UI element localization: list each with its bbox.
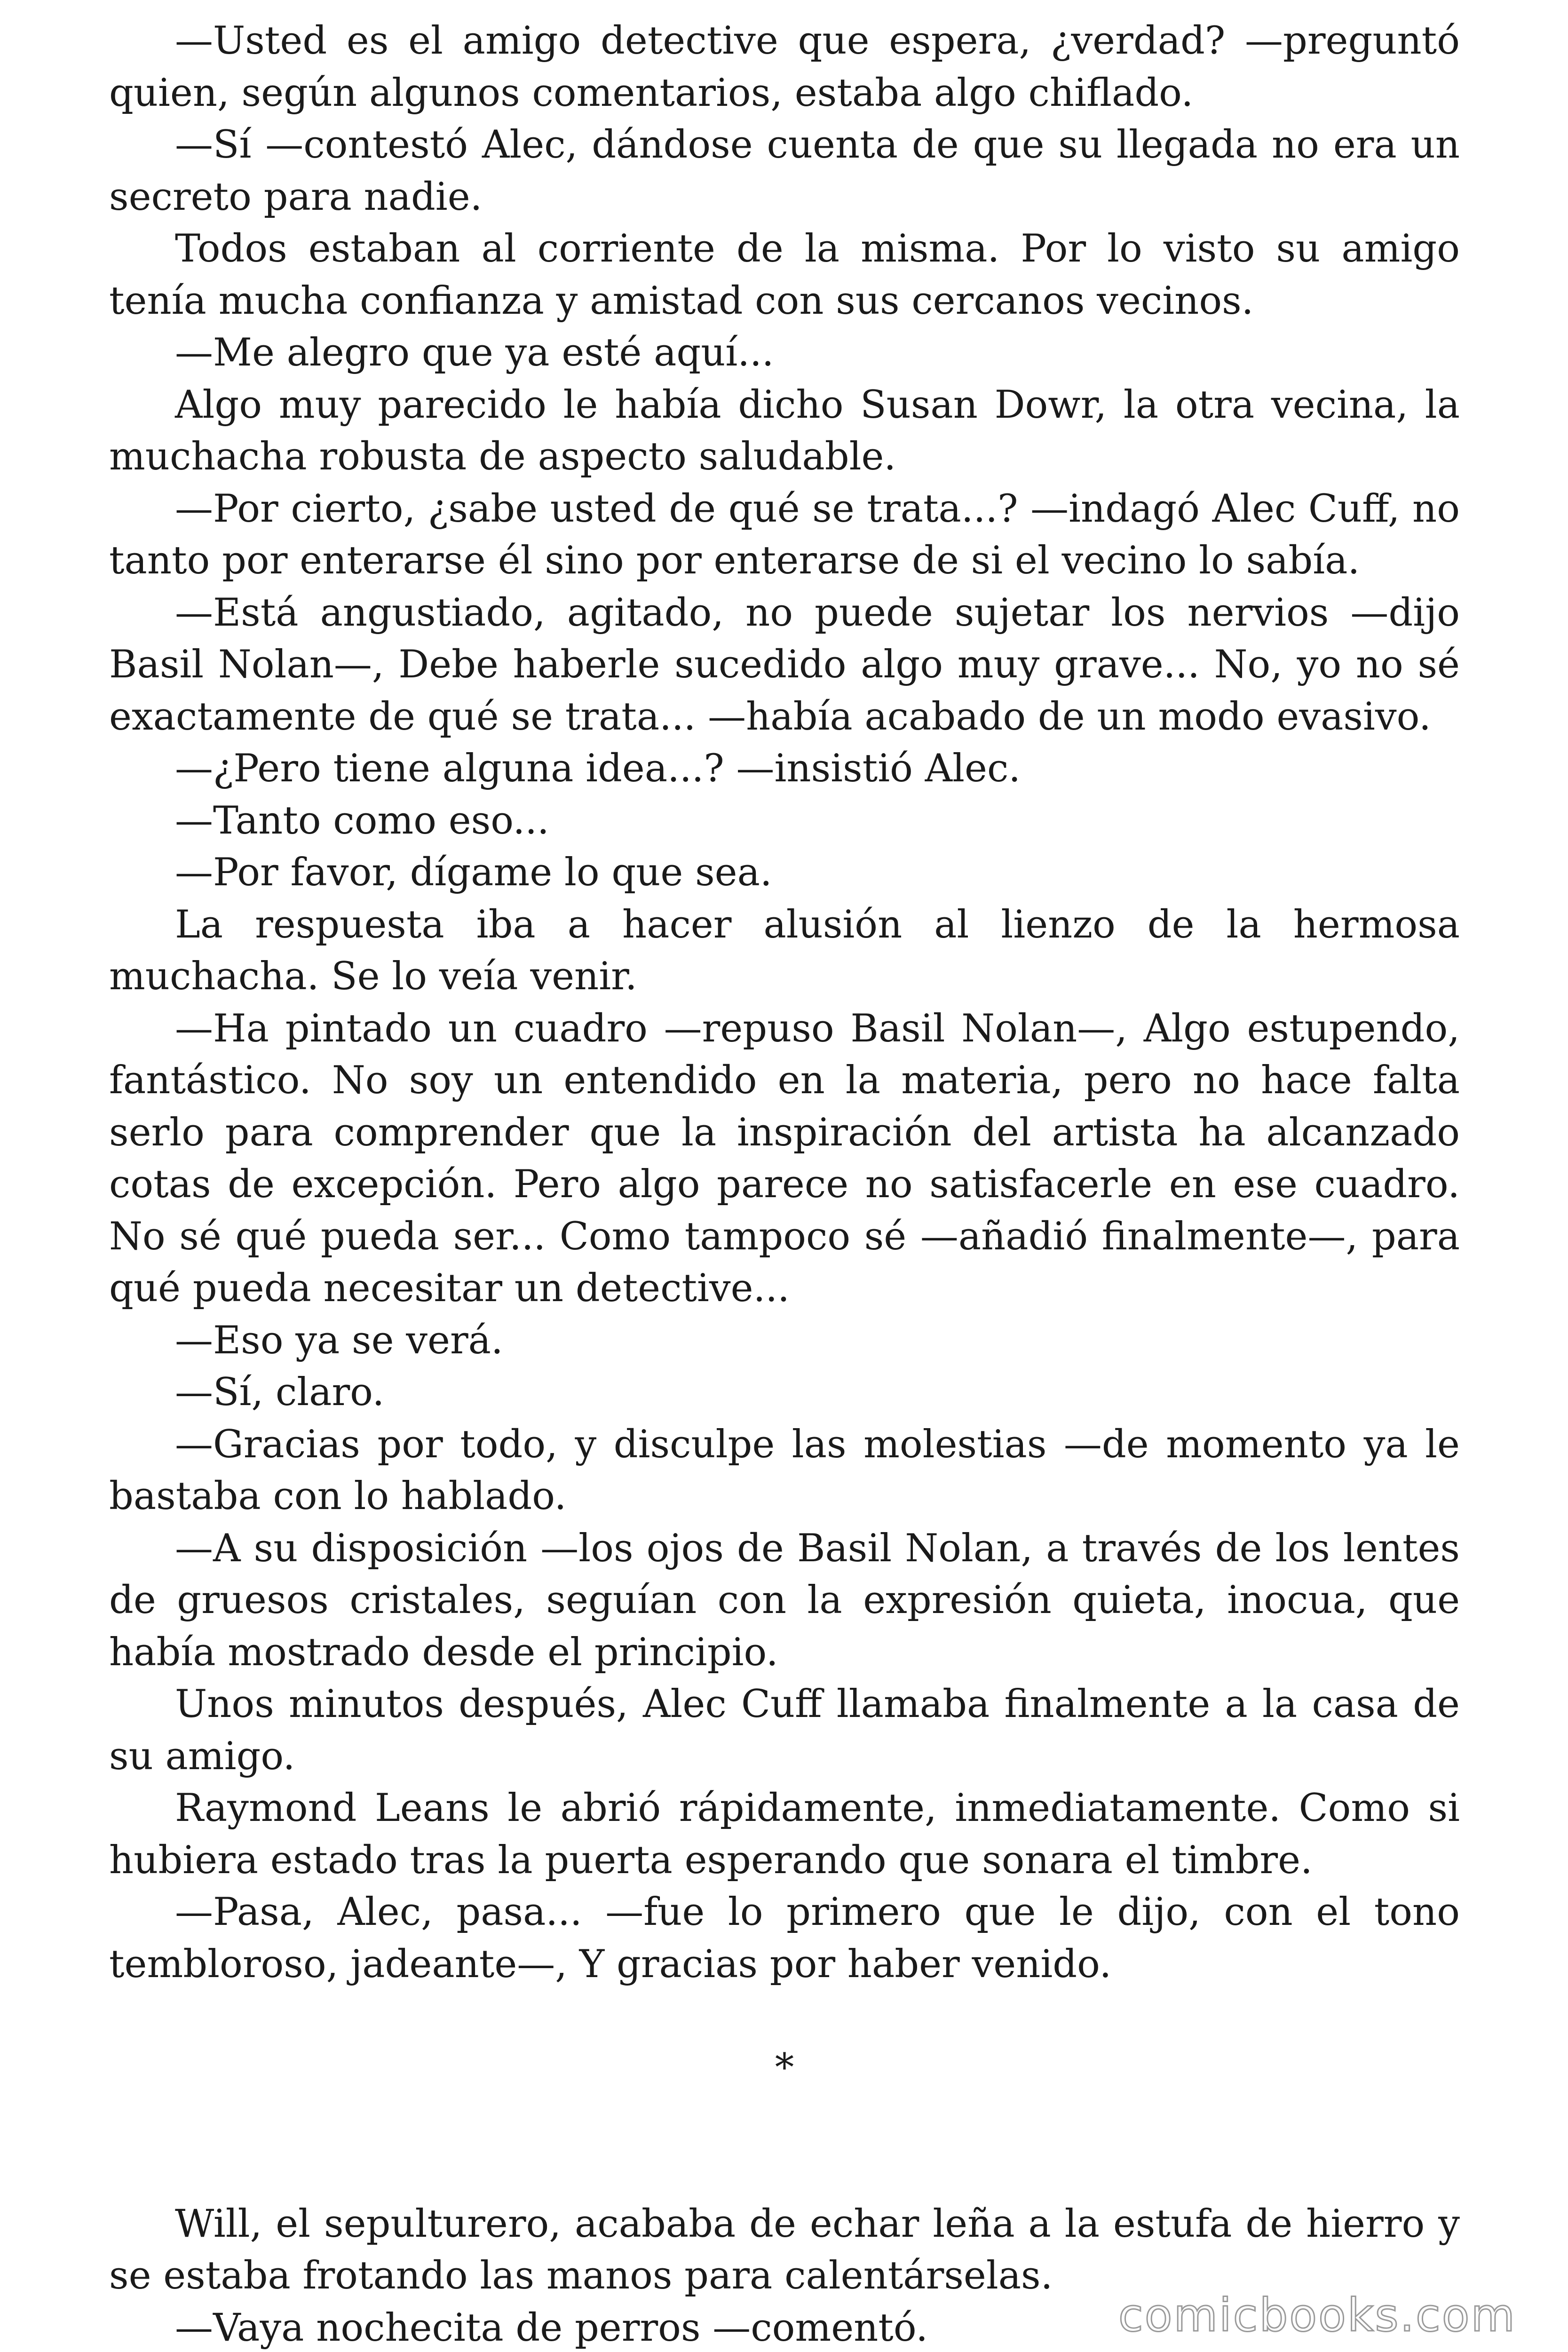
paragraph: —Pasa, Alec, pasa... —fue lo primero que le dijo, con el tono tembloroso, jadeante—, Y gracias por haber venido. — [109, 1890, 1460, 1986]
paragraph: Todos estaban al corriente de la misma. Por lo visto su amigo tenía mucha confianza y amistad con sus cercanos vecinos. — [109, 227, 1460, 323]
watermark-text: comicbooks.com — [1118, 2289, 1516, 2342]
paragraph: La respuesta iba a hacer alusión al lienzo de la hermosa muchacha. Se lo veía venir. — [109, 902, 1460, 999]
paragraph: —Ha pintado un cuadro —repuso Basil Nolan—, Algo estupendo, fantástico. No soy un entendido en la materia, pero no hace falta serlo para comprender que la inspiración del artista ha alcanzado cotas de excepción. Pero algo parece no satisfacerle en ese cuadro. No sé qué pueda ser... Como tampoco sé —añadió finalmente—, para qué pueda necesitar un detective... — [109, 1006, 1460, 1311]
paragraph: —Gracias por todo, y disculpe las molestias —de momento ya le bastaba con lo hablado. — [109, 1422, 1460, 1518]
paragraph: —Usted es el amigo detective que espera, ¿verdad? —preguntó quien, según algunos comentarios, estaba algo chiflado. — [109, 19, 1460, 115]
paragraph: —Por favor, dígame lo que sea. — [175, 850, 772, 895]
scene-break-asterisk: * — [775, 2046, 794, 2090]
paragraph: Unos minutos después, Alec Cuff llamaba finalmente a la casa de su amigo. — [109, 1682, 1460, 1779]
paragraph: —¿Pero tiene alguna idea...? —insistió Alec. — [175, 747, 1021, 791]
paragraph: —Sí, claro. — [175, 1370, 385, 1414]
paragraph: —Está angustiado, agitado, no puede sujetar los nervios —dijo Basil Nolan—, Debe haberle sucedido algo muy grave... No, yo no sé exactamente de qué se trata... —había acabado de un modo evasivo. — [109, 590, 1460, 739]
paragraph: —Por cierto, ¿sabe usted de qué se trata...? —indagó Alec Cuff, no tanto por enterarse él sino por enterarse de si el vecino lo sabía. — [109, 486, 1460, 583]
paragraph: —A su disposición —los ojos de Basil Nolan, a través de los lentes de gruesos cristales, seguían con la expresión quieta, inocua, que había mostrado desde el principio. — [109, 1526, 1460, 1675]
body-text — [109, 15, 1460, 2352]
paragraph: —Eso ya se verá. — [175, 1318, 503, 1363]
paragraph: —Tanto como eso... — [175, 798, 549, 843]
paragraph: Will, el sepulturero, acababa de echar leña a la estufa de hierro y se estaba frotando las manos para calentárselas. — [109, 2201, 1460, 2298]
paragraph: Raymond Leans le abrió rápidamente, inmediatamente. Como si hubiera estado tras la puerta esperando que sonara el timbre. — [109, 1786, 1460, 1883]
paragraph: Algo muy parecido le había dicho Susan Dowr, la otra vecina, la muchacha robusta de aspecto saludable. — [109, 382, 1460, 479]
paragraph: —Me alegro que ya esté aquí... — [175, 331, 774, 375]
paragraph: —Vaya nochecita de perros —comentó. — [175, 2305, 928, 2350]
paragraph: —Sí —contestó Alec, dándose cuenta de que su llegada no era un secreto para nadie. — [109, 123, 1460, 219]
